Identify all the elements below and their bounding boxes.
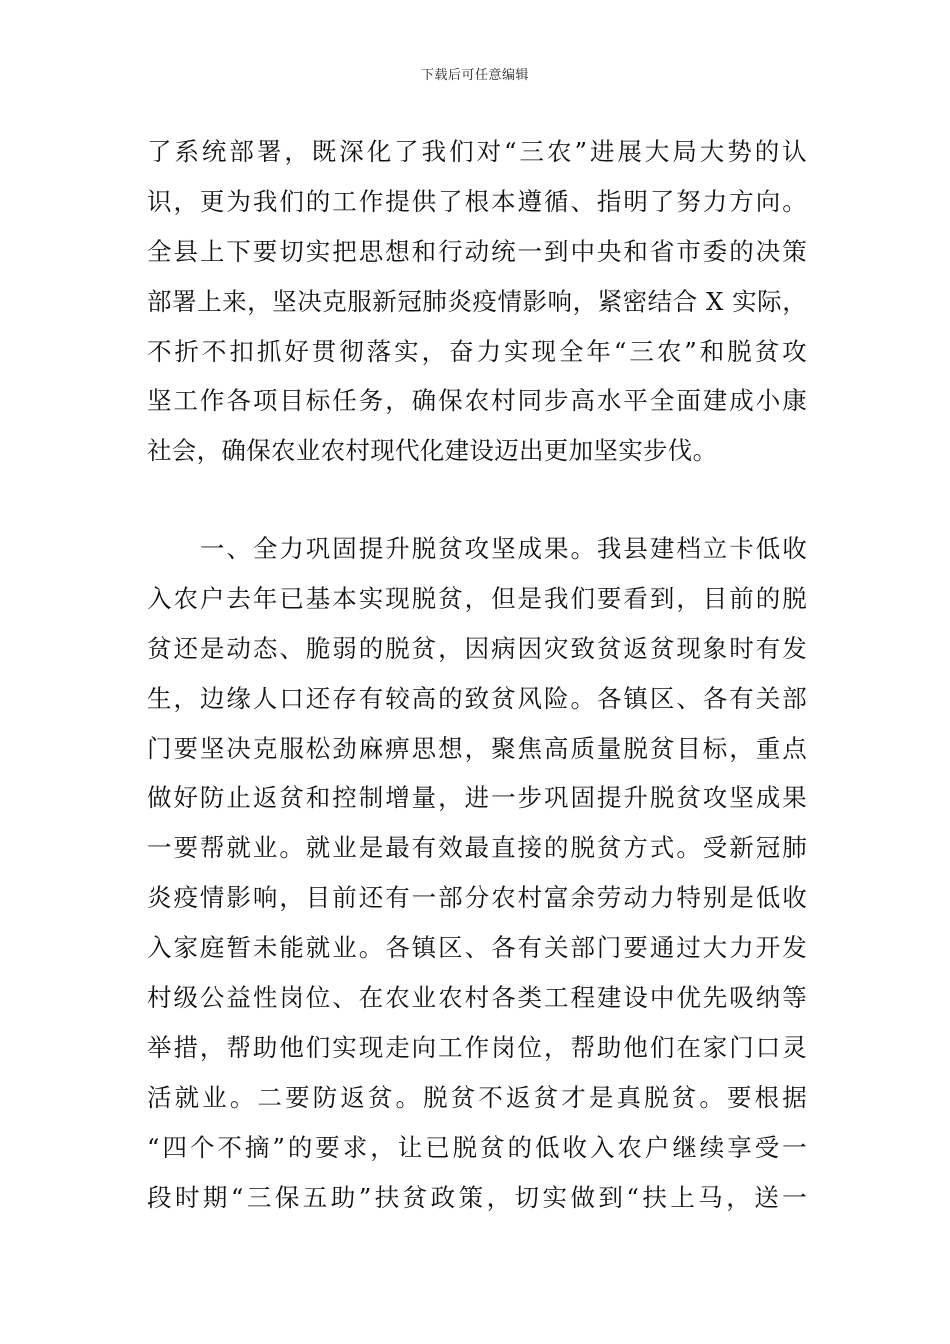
text-line: 生，边缘人口还存有较高的致贫风险。各镇区、各有关部 xyxy=(147,683,807,713)
text-line: “四个不摘”的要求，让已脱贫的低收入农户继续享受一 xyxy=(147,1132,807,1162)
text-line: 坚工作各项目标任务，确保农村同步高水平全面建成小康 xyxy=(147,386,807,416)
text-line: 了系统部署，既深化了我们对“三农”进展大局大势的认 xyxy=(147,137,807,166)
text-line: 做好防止返贫和控制增量，进一步巩固提升脱贫攻坚成果 xyxy=(147,783,807,813)
text-line: 门要坚决克服松劲麻痹思想，聚焦高质量脱贫目标，重点 xyxy=(147,733,807,763)
text-line: 识，更为我们的工作提供了根本遵循、指明了努力方向。 xyxy=(147,186,807,216)
text-line: 村级公益性岗位、在农业农村各类工程建设中优先吸纳等 xyxy=(147,983,807,1013)
text-line: 部署上来，坚决克服新冠肺炎疫情影响，紧密结合 X 实际， xyxy=(147,286,807,316)
text-line: 一、全力巩固提升脱贫攻坚成果。我县建档立卡低收 xyxy=(147,534,807,563)
text-line: 全县上下要切实把思想和行动统一到中央和省市委的决策 xyxy=(147,236,807,266)
text-line: 社会，确保农业农村现代化建设迈出更加坚实步伐。 xyxy=(147,436,718,466)
page-header: 下载后可任意编辑 xyxy=(420,68,529,83)
text-line: 段时期“三保五助”扶贫政策，切实做到“扶上马，送一 xyxy=(147,1182,807,1212)
text-line: 贫还是动态、脆弱的脱贫，因病因灾致贫返贫现象时有发 xyxy=(147,633,807,663)
text-line: 不折不扣抓好贯彻落实，奋力实现全年“三农”和脱贫攻 xyxy=(147,336,807,366)
text-line: 活就业。二要防返贫。脱贫不返贫才是真脱贫。要根据 xyxy=(147,1082,807,1112)
text-line: 炎疫情影响，目前还有一部分农村富余劳动力特别是低收 xyxy=(147,883,807,913)
text-line: 一要帮就业。就业是最有效最直接的脱贫方式。受新冠肺 xyxy=(147,833,807,863)
paragraph-2 xyxy=(147,524,807,1222)
text-line: 入农户去年已基本实现脱贫，但是我们要看到，目前的脱 xyxy=(147,583,807,613)
paragraph-1 xyxy=(147,127,807,476)
text-line: 举措，帮助他们实现走向工作岗位，帮助他们在家门口灵 xyxy=(147,1032,807,1062)
text-line: 入家庭暂未能就业。各镇区、各有关部门要通过大力开发 xyxy=(147,933,807,963)
